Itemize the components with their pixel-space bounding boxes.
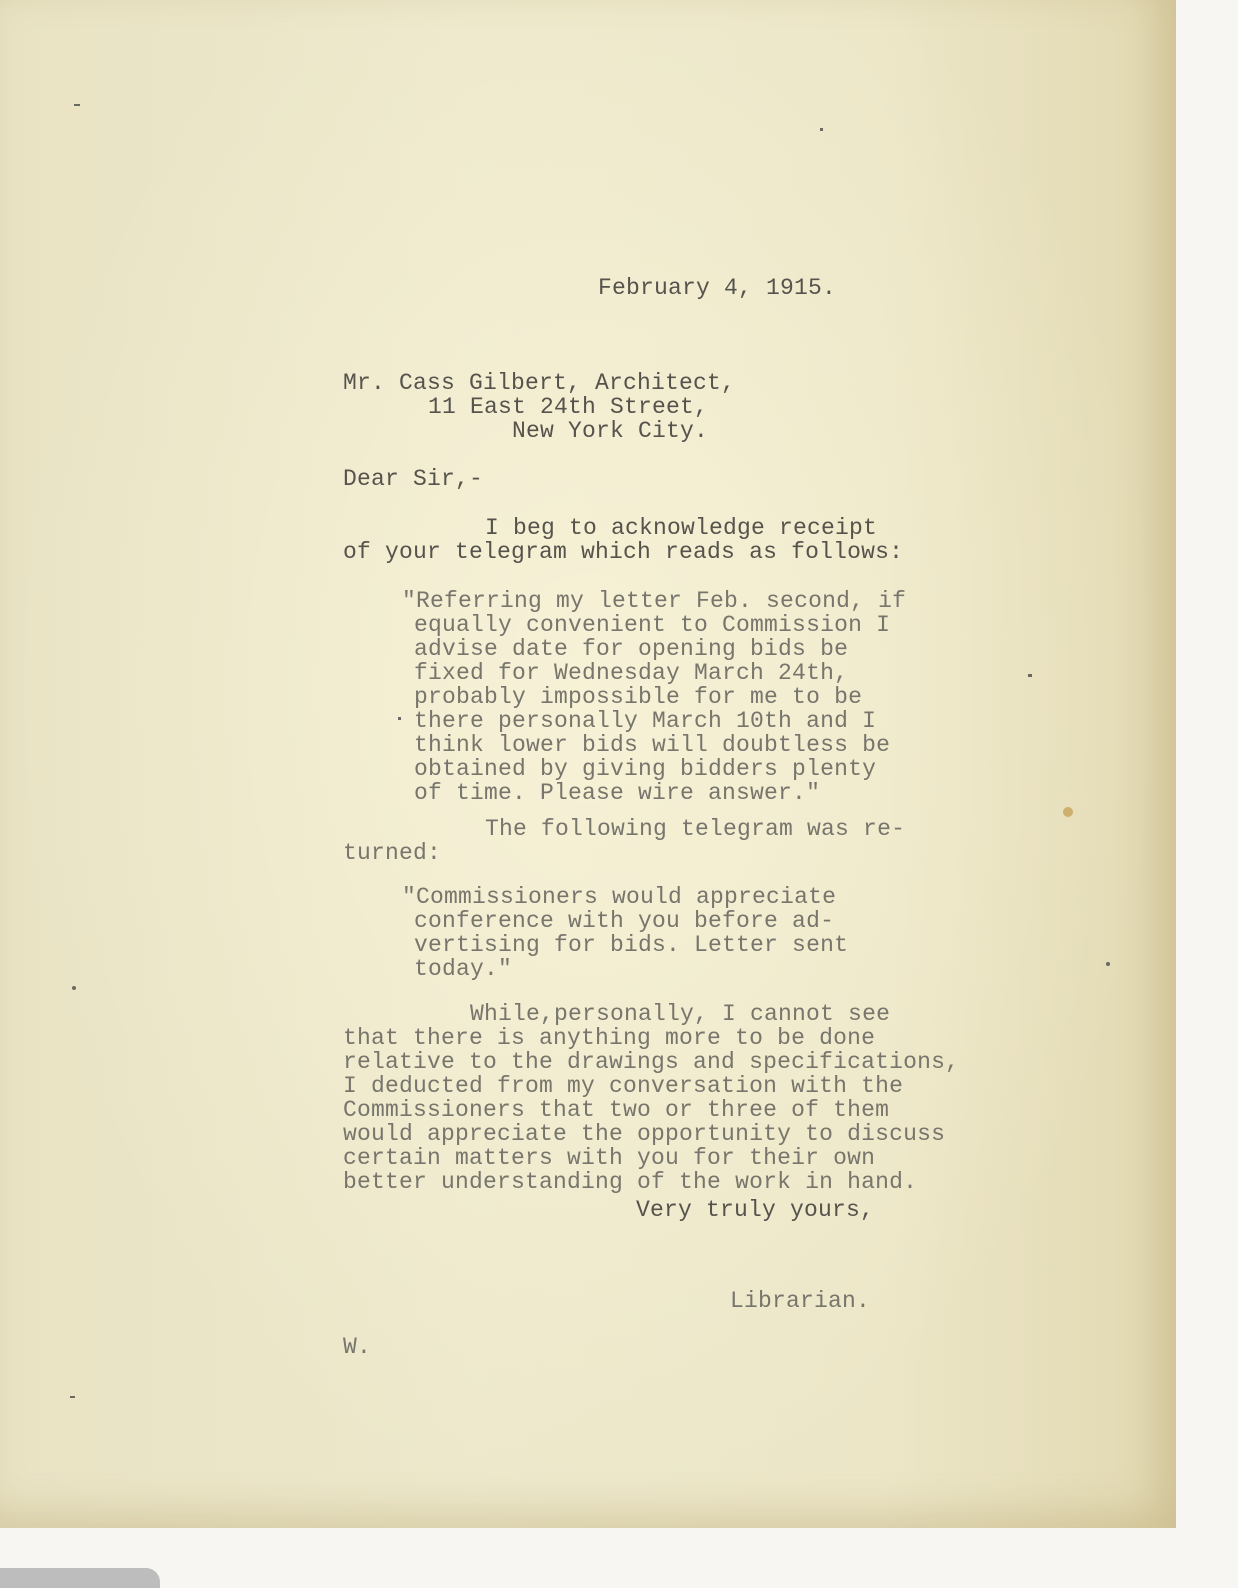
text-line: equally convenient to Commission I [414,612,891,638]
paper-stain [1063,807,1073,817]
text-line: "Referring my letter Feb. second, if [402,588,907,614]
text-line: I beg to acknowledge receipt [485,515,878,541]
text-line: vertising for bids. Letter sent [414,932,849,958]
text-line: While,personally, I cannot see [470,1001,891,1027]
text-line: think lower bids will doubtless be [414,732,891,758]
text-line: there personally March 10th and I [414,708,877,734]
paper-mark [1106,962,1110,966]
address-line: Mr. Cass Gilbert, Architect, [343,370,736,396]
text-line: that there is anything more to be done [343,1025,876,1051]
address-line: New York City. [512,418,709,444]
text-line: obtained by giving bidders plenty [414,756,877,782]
paper-mark [398,717,401,720]
typist-initials: W. [343,1334,372,1360]
closing: Very truly yours, [636,1197,875,1223]
address-line: 11 East 24th Street, [428,394,709,420]
text-line: "Commissioners would appreciate [402,884,837,910]
text-line: of your telegram which reads as follows: [343,539,904,565]
text-line: certain matters with you for their own [343,1145,876,1171]
scanner-edge [0,1568,160,1588]
text-line: conference with you before ad- [414,908,835,934]
text-line: Commissioners that two or three of them [343,1097,890,1123]
text-line: fixed for Wednesday March 24th, [414,660,849,686]
salutation: Dear Sir,- [343,466,484,492]
paper-mark [72,986,76,990]
paper-mark [820,128,823,131]
letter-date: February 4, 1915. [598,275,837,301]
text-line: advise date for opening bids be [414,636,849,662]
text-line: better understanding of the work in hand. [343,1169,918,1195]
text-line: I deducted from my conversation with the [343,1073,904,1099]
signature: Librarian. [730,1288,871,1314]
text-line: probably impossible for me to be [414,684,863,710]
paper-mark [1028,674,1032,677]
text-line: would appreciate the opportunity to discuss [343,1121,946,1147]
text-line: turned: [343,840,442,866]
text-line: relative to the drawings and specifications, [343,1049,960,1075]
paper-mark [74,104,80,106]
text-line: today." [414,956,513,982]
text-line: The following telegram was re- [485,816,906,842]
text-line: of time. Please wire answer." [414,780,821,806]
paper-mark [70,1396,75,1398]
